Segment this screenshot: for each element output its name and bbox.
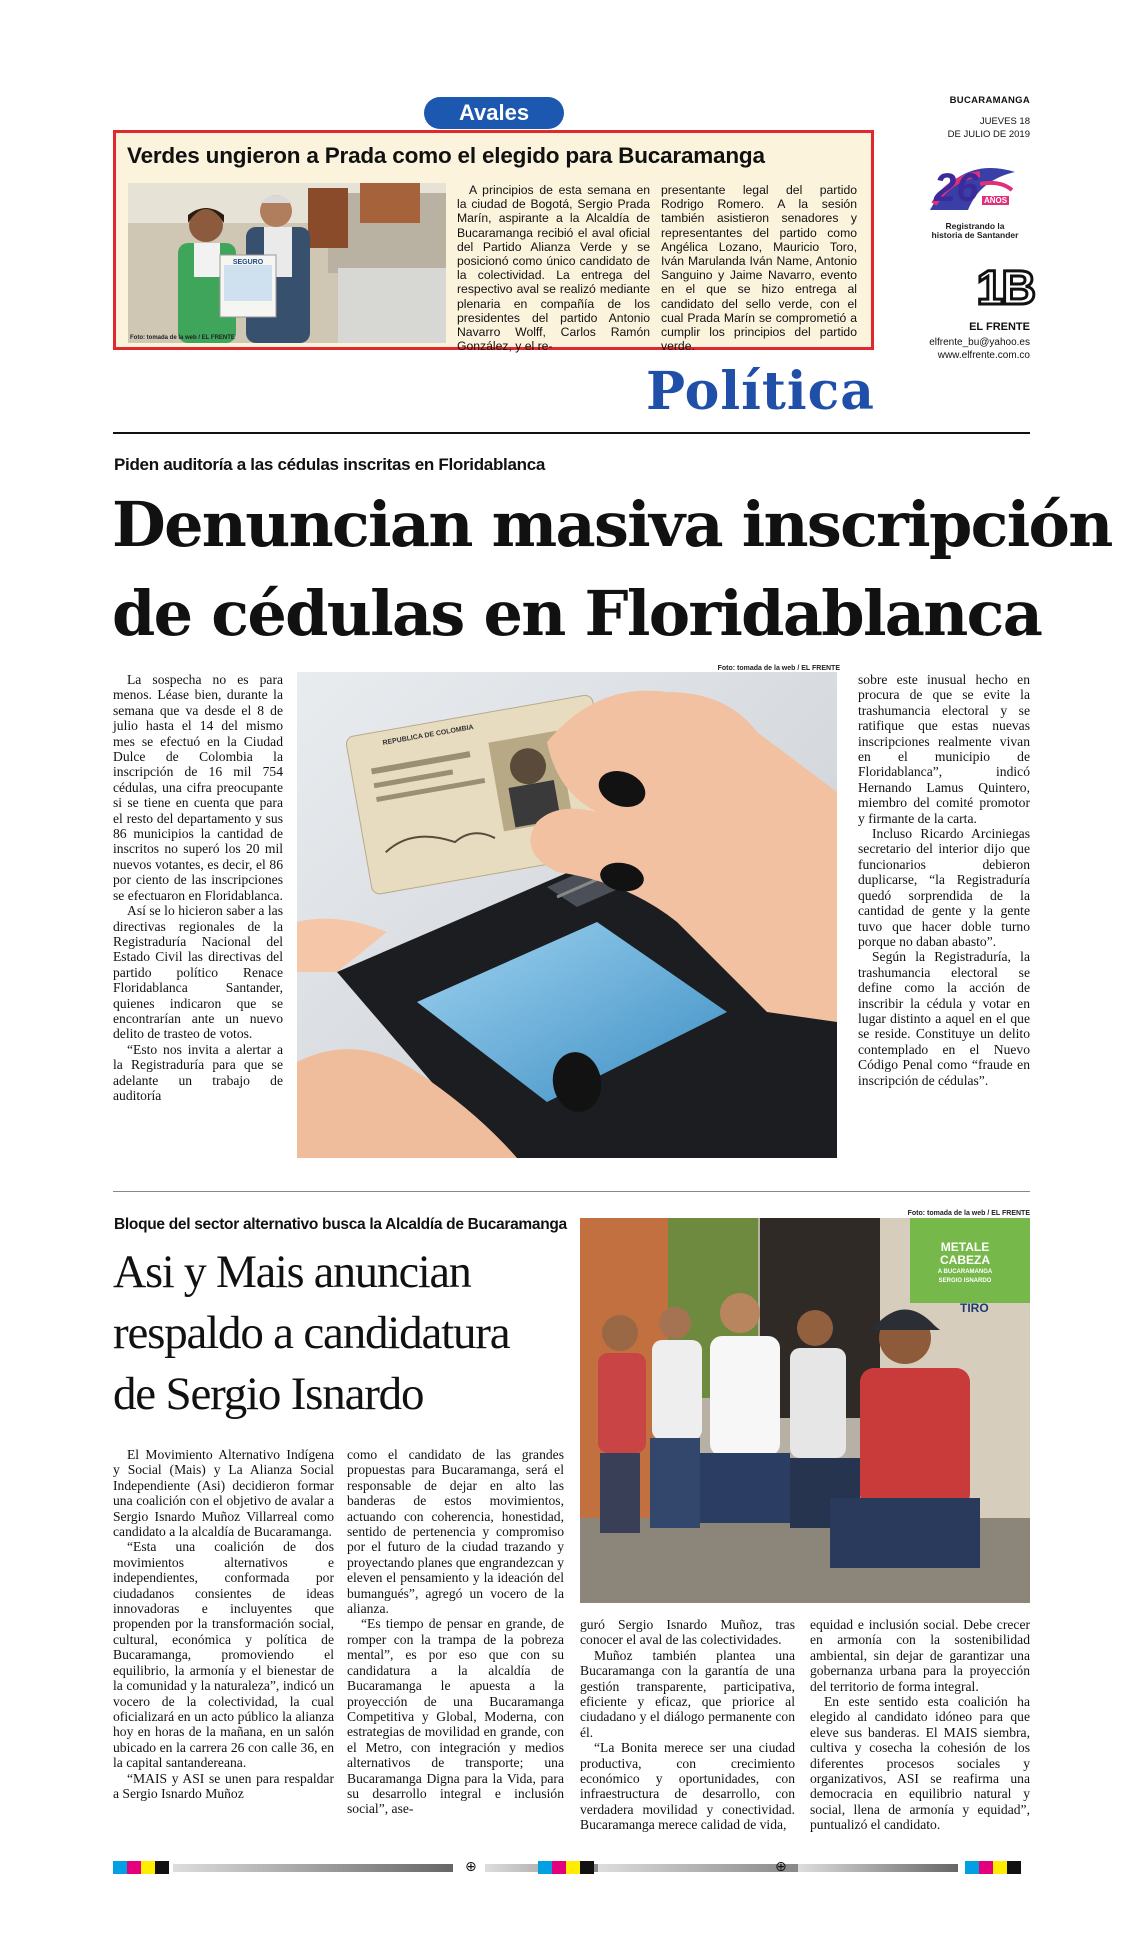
svg-text:TIRO: TIRO <box>960 1301 989 1315</box>
avales-tag-label: Avales <box>458 100 530 125</box>
story2-col3: guró Sergio Isnardo Muñoz, tras conocer el aval de las colectividades. Muñoz también plantea una Bucaramanga con la garantía de una gestión transparente, participativa, eficiente y eficaz, que priorice al ciudadano y el diálogo permanente con él. “La Bonita merece ser una ciudad productiva, con crecimiento económico y oportunidades, con infraestructura de desarrollo, con verdadera movilidad y conectividad. Bucaramanga merece calidad de vida, <box>580 1617 795 1833</box>
masthead-city: BUCARAMANGA <box>949 95 1030 106</box>
story1-headline-line1: Denuncian masiva inscripción <box>112 488 1112 561</box>
story2-col1: El Movimiento Alternativo Indígena y Social (Mais) y La Alianza Social Independiente (Asi) decidieron formar una coalición con el objetivo de avalar a Sergio Isnardo Muñoz Villarreal como candidato a la alcaldía de Bucaramanga. “Esta una coalición de dos movimientos alternativos e independientes, conformada por ciudadanos consientes de ideas innovadoras e incluyentes que propenden por la transformación social, cultural, económica y política de Bucaramanga, promoviendo el equilibrio, la armonía y el bienestar de la comunidad y la naturaleza”, indicó un vocero de la colectividad, la cual oficializará en un acto público la alianza hoy en horas de la mañana, en un salón ubicado en la carrera 26 con calle 36, en la capital santandereana. “MAIS y ASI se unen para respaldar a Sergio Isnardo Muñoz <box>113 1447 334 1801</box>
section-title: Política <box>645 361 875 422</box>
anniversary-logo <box>920 160 1020 246</box>
avales-photo-art <box>128 183 446 343</box>
masthead-day: JUEVES 18 <box>979 116 1030 127</box>
avales-photo-credit: Foto: tomada de la web / EL FRENTE <box>130 335 235 341</box>
story1-photo-art <box>297 672 837 1158</box>
avales-box <box>113 130 874 354</box>
story2-col2: como el candidato de las grandes propuestas para Bucaramanga, será el responsable de dejar en alto las banderas de estos movimientos, actuando con coherencia, honestidad, sentido de pertenencia y compromiso por el futuro de la ciudad trazando y proyectando planes que engrandezcan y eleven el pensamiento y la ideación del bumangués”, agregó un vocero de la alianza. “Es tiempo de pensar en grande, de romper con la trampa de la pobreza mental”, es por eso que con su candidatura a la alcaldía de Bucaramanga le apuesta a la proyección de una Bucaramanga Competitiva y Global, Moderna, con estrategias de movilidad en grande, con el Metro, con integración y medios alternativos de transporte; una Bucaramanga Digna para la Vida, para su desarrollo integral e inclusión social”, ase- <box>347 1447 564 1817</box>
poster-line2: CABEZA <box>940 1253 990 1267</box>
gray-band-1 <box>173 1864 453 1872</box>
gray-band-4 <box>798 1864 958 1872</box>
id-card-title: REPUBLICA DE COLOMBIA <box>382 724 475 747</box>
crosshair-1: ⊕ <box>465 1859 477 1875</box>
color-swatches-mid <box>538 1861 594 1879</box>
color-swatches-left <box>113 1861 169 1879</box>
anniversary-number: 26 <box>934 166 979 210</box>
story2-photo-art <box>580 1218 1030 1603</box>
anniversary-tagline: Registrando la historia de Santander <box>931 221 1019 240</box>
story2-photo <box>580 1218 1030 1603</box>
story2-photo-credit: Foto: tomada de la web / EL FRENTE <box>907 1210 1030 1217</box>
story1-col2: sobre este inusual hecho en procura de que se evite la trashumancia electoral y se ratifique que estas nuevas inscripciones realmente vivan en el municipio de Floridablanca”, indicó Hernando Lamus Quintero, miembro del comité promotor y firmante de la carta. Incluso Ricardo Arciniegas secretario del interior dijo que funcionarios debieron duplicarse, “la Registraduría quedó sorprendida de la cantidad de gente y la gente tuvo que hacer doble turno porque no daban abasto”. Según la Registraduría, la trashumancia electoral se define como la acción de inscribir la cédula y votar en lugar distinto a aquel en el que se reside. Constituye un delito contemplado en el Nuevo Código Penal como “fraude en inscripción de cédulas”. <box>858 672 1030 1088</box>
avales-photo <box>128 183 446 343</box>
avales-sign-text: SEGURO <box>232 259 264 266</box>
story2-kicker: Bloque del sector alternativo busca la Alcaldía de Bucaramanga <box>114 1216 567 1233</box>
avales-col2: presentante legal del partido Rodrigo Romero. A la sesión también asistieron senadores y representantes del partido como Angélica Lozano, Mauricio Toro, Iván Marulanda Iván Name, Antonio Sanguino y Jaime Navarro, evento en el que se hizo entrega al candidato del sello verde, con el cual Prada Marín se comprometió a cumplir los principios del partido verde. <box>661 183 857 354</box>
story-divider <box>113 1191 1030 1192</box>
page-number: 1B <box>976 262 1034 315</box>
poster-line4: SERGIO ISNARDO <box>938 1278 992 1284</box>
print-registration-bar <box>113 1861 1030 1875</box>
story1-col1: La sospecha no es para menos. Léase bien, durante la semana que va desde el 8 de julio hasta el 14 del mismo mes se efectuó en la Ciudad Dulce de Colombia la inscripción de 16 mil 754 cédulas, una cifra preocupante si se tiene en cuenta que para el resto del departamento y sus 86 municipios la cantidad de inscritos no superó los 20 mil nuevos votantes, es decir, el 86 por ciento de las inscripciones se efectuaron en Floridablanca. Así se lo hicieron saber a las directivas regionales de la Registraduría Nacional del Estado Civil las directivas del partido político Renace Floridablanca Santander, quienes indicaron que se encontrarían ante un nuevo delito de trasteo de votos. “Esto nos invita a alertar a la Registraduría para que se adelante un trabajo de auditoría <box>113 672 283 1103</box>
color-swatches-right <box>965 1861 1021 1879</box>
story1-photo-credit: Foto: tomada de la web / EL FRENTE <box>717 665 840 672</box>
paper-website: www.elfrente.com.co <box>937 350 1030 361</box>
crosshair-2: ⊕ <box>775 1859 787 1875</box>
poster-line3: A BUCARAMANGA <box>937 1269 993 1275</box>
story1-headline-line2: de cédulas en Floridablanca <box>112 577 1042 650</box>
paper-email: elfrente_bu@yahoo.es <box>929 337 1030 348</box>
story2-headline-line1: Asi y Mais anuncian <box>113 1246 471 1298</box>
story1-kicker: Piden auditoría a las cédulas inscritas en Floridablanca <box>114 455 546 474</box>
avales-col1: A principios de esta semana en la ciudad de Bogotá, Sergio Prada Marín, aspirante a la Alcaldía de Bucaramanga recibió el aval oficial del Partido Alianza Verde y se posicionó como único candidato de la colectividad. La entrega del respectivo aval se realizó mediante plenaria en compañía de los presidentes del partido Antonio Navarro Wolff, Carlos Ramón González, y el re- <box>457 183 650 354</box>
poster-line1: METALE <box>940 1240 990 1254</box>
section-rule <box>113 432 1030 434</box>
anniversary-label: AÑOS <box>984 196 1008 205</box>
story2-headline-line3: de Sergio Isnardo <box>113 1368 424 1420</box>
paper-name: EL FRENTE <box>969 321 1030 333</box>
avales-headline: Verdes ungieron a Prada como el elegido para Bucaramanga <box>127 143 765 168</box>
story2-col4: equidad e inclusión social. Debe crecer en armonía con la sostenibilidad ambiental, sin dejar de garantizar una gobernanza urbana para la proyección del territorio de forma integral. En este sentido esta coalición ha elegido al candidato idóneo para que eleve sus banderas. El MAIS siembra, cultiva y cosecha la cohesión de los diferentes procesos sociales y organizativos, ASI se reafirma una democracia en equilibrio natural y social, llena de armonía y equidad”, puntualizó el candidato. <box>810 1617 1030 1833</box>
story2-headline-line2: respaldo a candidatura <box>113 1307 510 1359</box>
masthead-date: DE JULIO DE 2019 <box>947 129 1030 140</box>
avales-tag <box>424 97 564 129</box>
story1-photo <box>297 672 837 1158</box>
